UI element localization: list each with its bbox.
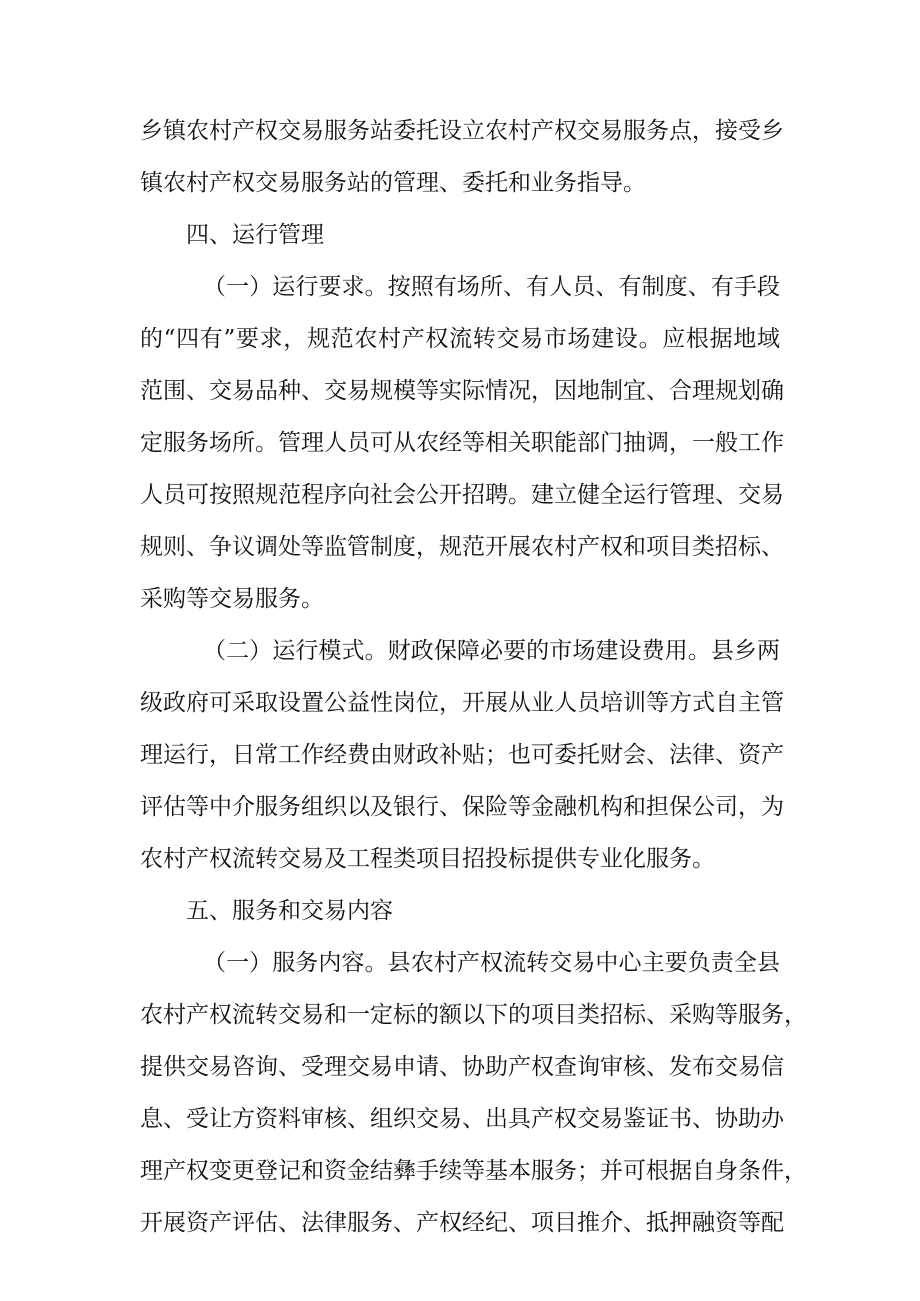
body-line: （一）运行要求。按照有场所、有人员、有制度、有手段 [203, 274, 780, 300]
section-heading: 五、服务和交易内容 [186, 898, 393, 924]
body-line: 范围、交易品种、交易规模等实际情况，因地制宜、合理规划确 [140, 378, 784, 404]
body-line: 规则、争议调处等监管制度，规范开展农村产权和项目类招标、 [140, 534, 784, 560]
section-heading: 四、运行管理 [186, 222, 324, 248]
body-line: 评估等中介服务组织以及银行、保险等金融机构和担保公司，为 [140, 794, 784, 820]
document-body [140, 105, 807, 1249]
body-line: 采购等交易服务。 [140, 586, 324, 612]
body-line: 农村产权流转交易和一定标的额以下的项目类招标、采购等服务， [140, 1002, 807, 1028]
body-line: 人员可按照规范程序向社会公开招聘。建立健全运行管理、交易 [140, 482, 784, 508]
body-line: 农村产权流转交易及工程类项目招投标提供专业化服务。 [140, 846, 715, 872]
body-line: （二）运行模式。财政保障必要的市场建设费用。县乡两 [203, 638, 780, 664]
body-line: 定服务场所。管理人员可从农经等相关职能部门抽调，一般工作 [140, 430, 784, 456]
body-line: （一）服务内容。县农村产权流转交易中心主要负责全县 [203, 950, 780, 976]
body-line: 的“四有”要求，规范农村产权流转交易市场建设。应根据地域 [140, 326, 780, 352]
body-line: 级政府可采取设置公益性岗位，开展从业人员培训等方式自主管 [140, 690, 784, 716]
body-line: 理运行，日常工作经费由财政补贴；也可委托财会、法律、资产 [140, 742, 784, 768]
body-line: 镇农村产权交易服务站的管理、委托和业务指导。 [140, 170, 646, 196]
body-line: 开展资产评估、法律服务、产权经纪、项目推介、抵押融资等配 [140, 1210, 784, 1236]
body-line: 理产权变更登记和资金结彝手续等基本服务；并可根据自身条件， [140, 1158, 807, 1184]
body-line: 提供交易咨询、受理交易申请、协助产权查询审核、发布交易信 [140, 1054, 784, 1080]
body-line: 息、受让方资料审核、组织交易、出具产权交易鉴证书、协助办 [140, 1106, 784, 1132]
body-line: 乡镇农村产权交易服务站委托设立农村产权交易服务点，接受乡 [140, 118, 784, 144]
